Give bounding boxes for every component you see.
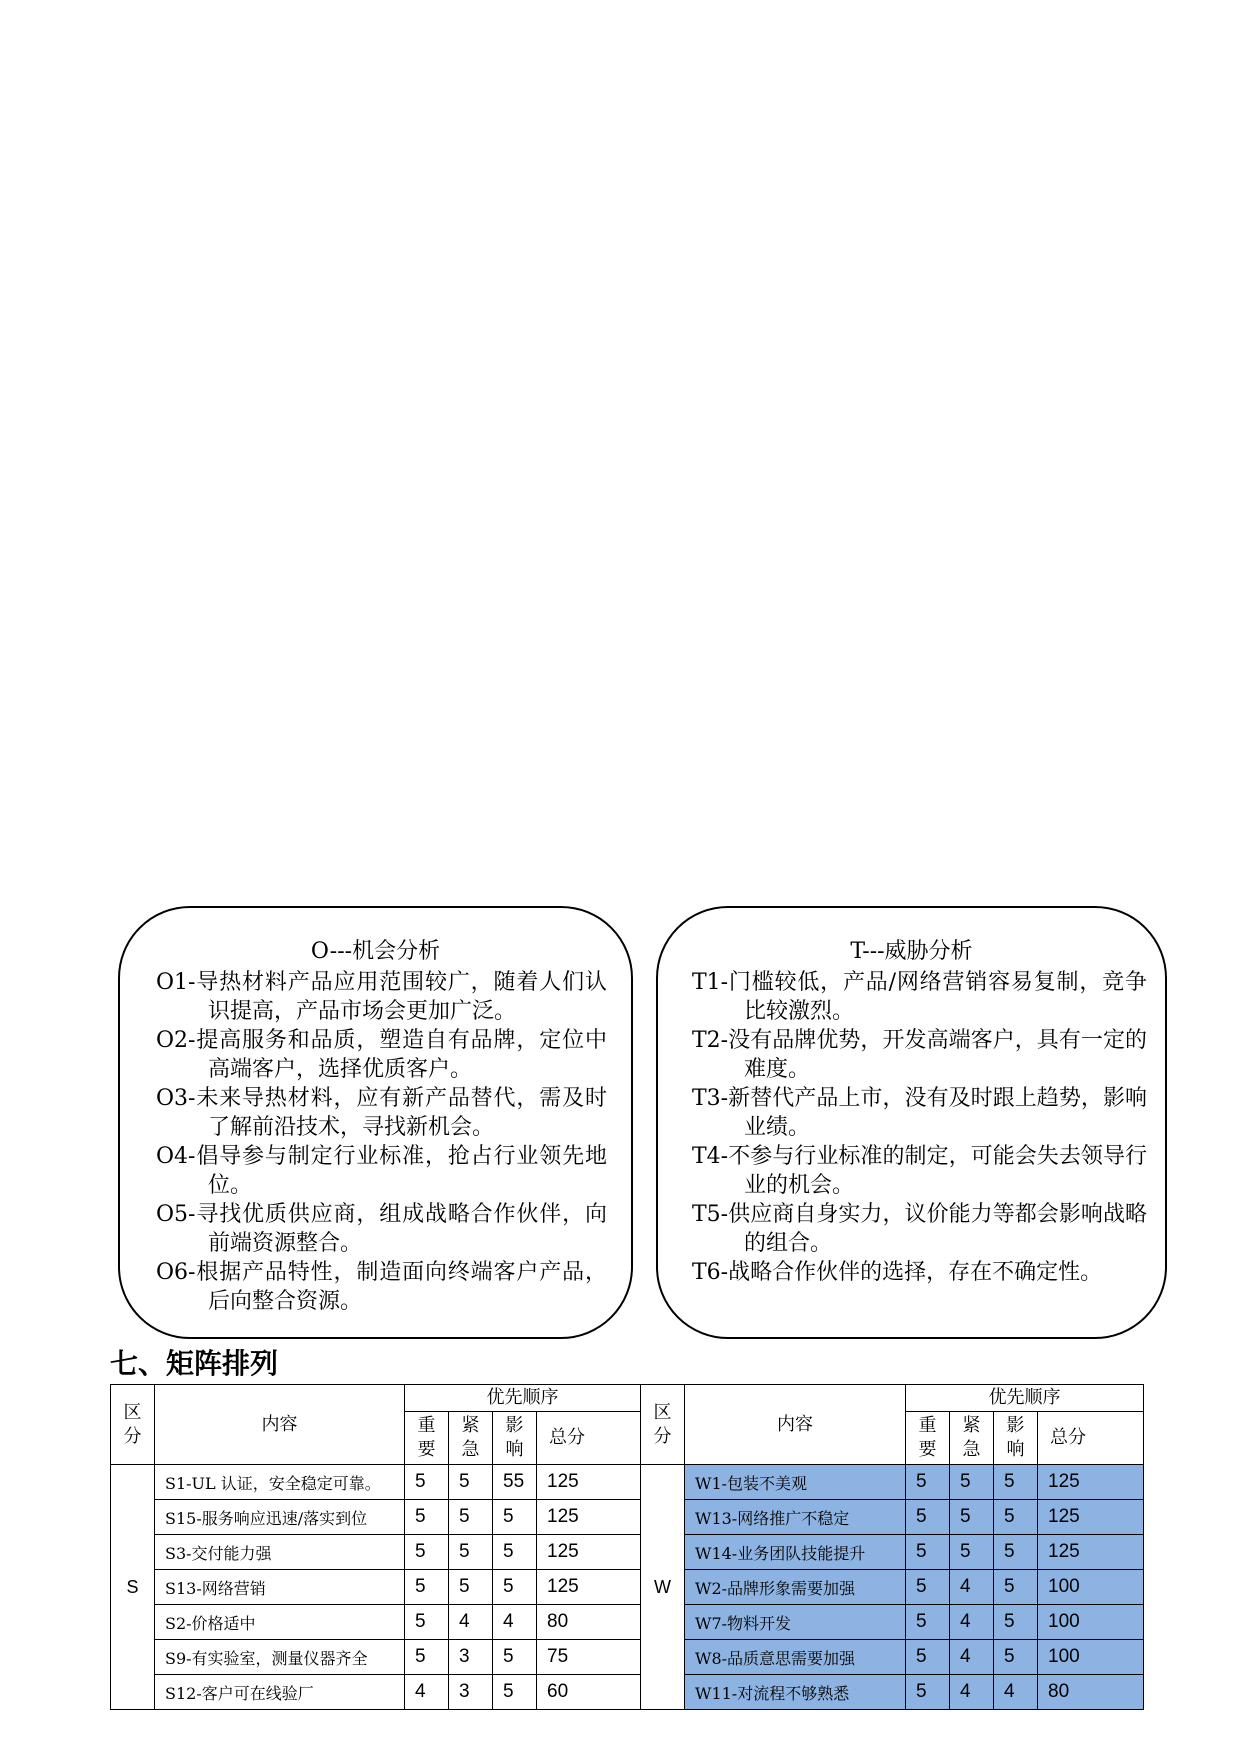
impact-score: 5 [994, 1465, 1038, 1500]
importance-score: 5 [405, 1640, 449, 1675]
urgency-score: 4 [449, 1605, 493, 1640]
importance-score: 5 [405, 1535, 449, 1570]
urgency-score: 4 [950, 1675, 994, 1710]
impact-header [994, 1412, 1038, 1465]
total-score: 100 [1038, 1640, 1144, 1675]
threat-item: T6-战略合作伙伴的选择，存在不确定性。 [692, 1260, 1103, 1285]
impact-score: 5 [994, 1535, 1038, 1570]
urgency-header [950, 1412, 994, 1465]
total-header: 总分 [1038, 1412, 1144, 1465]
threat-analysis-box [656, 906, 1167, 1339]
threat-item: T2-没有品牌优势，开发高端客户，具有一定的难度。 [692, 1028, 1147, 1082]
table-row [111, 1605, 1144, 1640]
importance-score: 5 [405, 1500, 449, 1535]
urgency-score: 4 [950, 1570, 994, 1605]
content-header: 内容 [685, 1385, 906, 1465]
table-row [111, 1500, 1144, 1535]
priority-header: 优先顺序 [405, 1385, 641, 1412]
threat-list [692, 968, 1147, 1287]
total-score: 125 [537, 1570, 641, 1605]
importance-header-text: 重要 [918, 1415, 937, 1460]
matrix-table [110, 1384, 1144, 1710]
threat-item: T1-门槛较低，产品/网络营销容易复制，竞争比较激烈。 [692, 970, 1147, 1024]
category-header-text: 区分 [123, 1401, 142, 1447]
importance-score: 5 [906, 1640, 950, 1675]
table-row [111, 1465, 1144, 1500]
impact-score: 5 [994, 1605, 1038, 1640]
table-row [111, 1535, 1144, 1570]
urgency-score: 5 [950, 1535, 994, 1570]
importance-score: 4 [405, 1675, 449, 1710]
matrix-body [111, 1465, 1144, 1710]
strength-content: S9-有实验室，测量仪器齐全 [155, 1640, 405, 1675]
urgency-score: 5 [449, 1500, 493, 1535]
priority-header: 优先顺序 [906, 1385, 1144, 1412]
importance-score: 5 [405, 1570, 449, 1605]
impact-header-text: 影响 [1006, 1415, 1025, 1460]
content-header: 内容 [155, 1385, 405, 1465]
importance-header-text: 重要 [417, 1415, 436, 1460]
urgency-header [449, 1412, 493, 1465]
opportunity-analysis-box [118, 906, 633, 1339]
importance-score: 5 [906, 1605, 950, 1640]
importance-score: 5 [405, 1465, 449, 1500]
total-score: 125 [537, 1535, 641, 1570]
urgency-score: 5 [950, 1465, 994, 1500]
threat-item: T3-新替代产品上市，没有及时跟上趋势，影响业绩。 [692, 1086, 1147, 1140]
weakness-category: W [641, 1465, 685, 1710]
strength-content: S2-价格适中 [155, 1605, 405, 1640]
total-score: 125 [537, 1465, 641, 1500]
total-score: 125 [1038, 1500, 1144, 1535]
total-score: 80 [537, 1605, 641, 1640]
threat-item: T4-不参与行业标准的制定，可能会失去领导行业的机会。 [692, 1144, 1147, 1198]
threat-title: T---威胁分析 [850, 939, 973, 964]
total-score: 80 [1038, 1675, 1144, 1710]
opportunity-item: O5-寻找优质供应商，组成战略合作伙伴，向前端资源整合。 [156, 1202, 607, 1256]
urgency-score: 3 [449, 1640, 493, 1675]
opportunity-title: O---机会分析 [310, 939, 441, 964]
impact-score: 5 [493, 1675, 537, 1710]
total-score: 125 [1038, 1535, 1144, 1570]
strength-content: S13-网络营销 [155, 1570, 405, 1605]
impact-score: 5 [493, 1570, 537, 1605]
importance-score: 5 [906, 1675, 950, 1710]
opportunity-item: O6-根据产品特性，制造面向终端客户产品，后向整合资源。 [156, 1260, 607, 1314]
weakness-content: W1-包装不美观 [685, 1465, 906, 1500]
impact-score: 4 [493, 1605, 537, 1640]
total-score: 60 [537, 1675, 641, 1710]
strength-content: S12-客户可在线验厂 [155, 1675, 405, 1710]
section-heading: 七、矩阵排列 [110, 1347, 279, 1380]
weakness-content: W7-物料开发 [685, 1605, 906, 1640]
impact-header [493, 1412, 537, 1465]
importance-score: 5 [405, 1605, 449, 1640]
opportunity-item: O3-未来导热材料，应有新产品替代，需及时了解前沿技术，寻找新机会。 [156, 1086, 607, 1140]
urgency-header-text: 紧急 [962, 1415, 981, 1460]
table-row [111, 1675, 1144, 1710]
urgency-score: 3 [449, 1675, 493, 1710]
weakness-content: W11-对流程不够熟悉 [685, 1675, 906, 1710]
urgency-score: 5 [950, 1500, 994, 1535]
threat-item: T5-供应商自身实力，议价能力等都会影响战略的组合。 [692, 1202, 1147, 1256]
impact-score: 4 [994, 1675, 1038, 1710]
total-score: 100 [1038, 1605, 1144, 1640]
impact-score: 5 [493, 1535, 537, 1570]
opportunity-list [156, 968, 607, 1316]
category-header [641, 1385, 685, 1465]
strength-content: S3-交付能力强 [155, 1535, 405, 1570]
impact-score: 5 [994, 1570, 1038, 1605]
importance-score: 5 [906, 1535, 950, 1570]
impact-score: 5 [994, 1500, 1038, 1535]
urgency-score: 4 [950, 1640, 994, 1675]
category-header-text: 区分 [653, 1401, 672, 1447]
urgency-score: 5 [449, 1570, 493, 1605]
weakness-content: W8-品质意思需要加强 [685, 1640, 906, 1675]
importance-header [405, 1412, 449, 1465]
strength-content: S1-UL 认证，安全稳定可靠。 [155, 1465, 405, 1500]
impact-score: 5 [994, 1640, 1038, 1675]
opportunity-item: O2-提高服务和品质，塑造自有品牌，定位中高端客户，选择优质客户。 [156, 1028, 607, 1082]
importance-score: 5 [906, 1465, 950, 1500]
urgency-score: 5 [449, 1535, 493, 1570]
total-score: 75 [537, 1640, 641, 1675]
total-score: 125 [1038, 1465, 1144, 1500]
impact-score: 5 [493, 1500, 537, 1535]
table-row [111, 1570, 1144, 1605]
importance-header [906, 1412, 950, 1465]
urgency-header-text: 紧急 [461, 1415, 480, 1460]
category-header [111, 1385, 155, 1465]
matrix-header-row [111, 1385, 1144, 1412]
total-score: 125 [537, 1500, 641, 1535]
strength-content: S15-服务响应迅速/落实到位 [155, 1500, 405, 1535]
weakness-content: W13-网络推广不稳定 [685, 1500, 906, 1535]
urgency-score: 4 [950, 1605, 994, 1640]
total-header: 总分 [537, 1412, 641, 1465]
impact-score: 5 [493, 1640, 537, 1675]
opportunity-item: O1-导热材料产品应用范围较广，随着人们认识提高，产品市场会更加广泛。 [156, 970, 607, 1024]
importance-score: 5 [906, 1570, 950, 1605]
weakness-content: W2-品牌形象需要加强 [685, 1570, 906, 1605]
strength-category: S [111, 1465, 155, 1710]
urgency-score: 5 [449, 1465, 493, 1500]
opportunity-item: O4-倡导参与制定行业标准，抢占行业领先地位。 [156, 1144, 607, 1198]
total-score: 100 [1038, 1570, 1144, 1605]
impact-score: 55 [493, 1465, 537, 1500]
table-row [111, 1640, 1144, 1675]
weakness-content: W14-业务团队技能提升 [685, 1535, 906, 1570]
importance-score: 5 [906, 1500, 950, 1535]
impact-header-text: 影响 [505, 1415, 524, 1460]
